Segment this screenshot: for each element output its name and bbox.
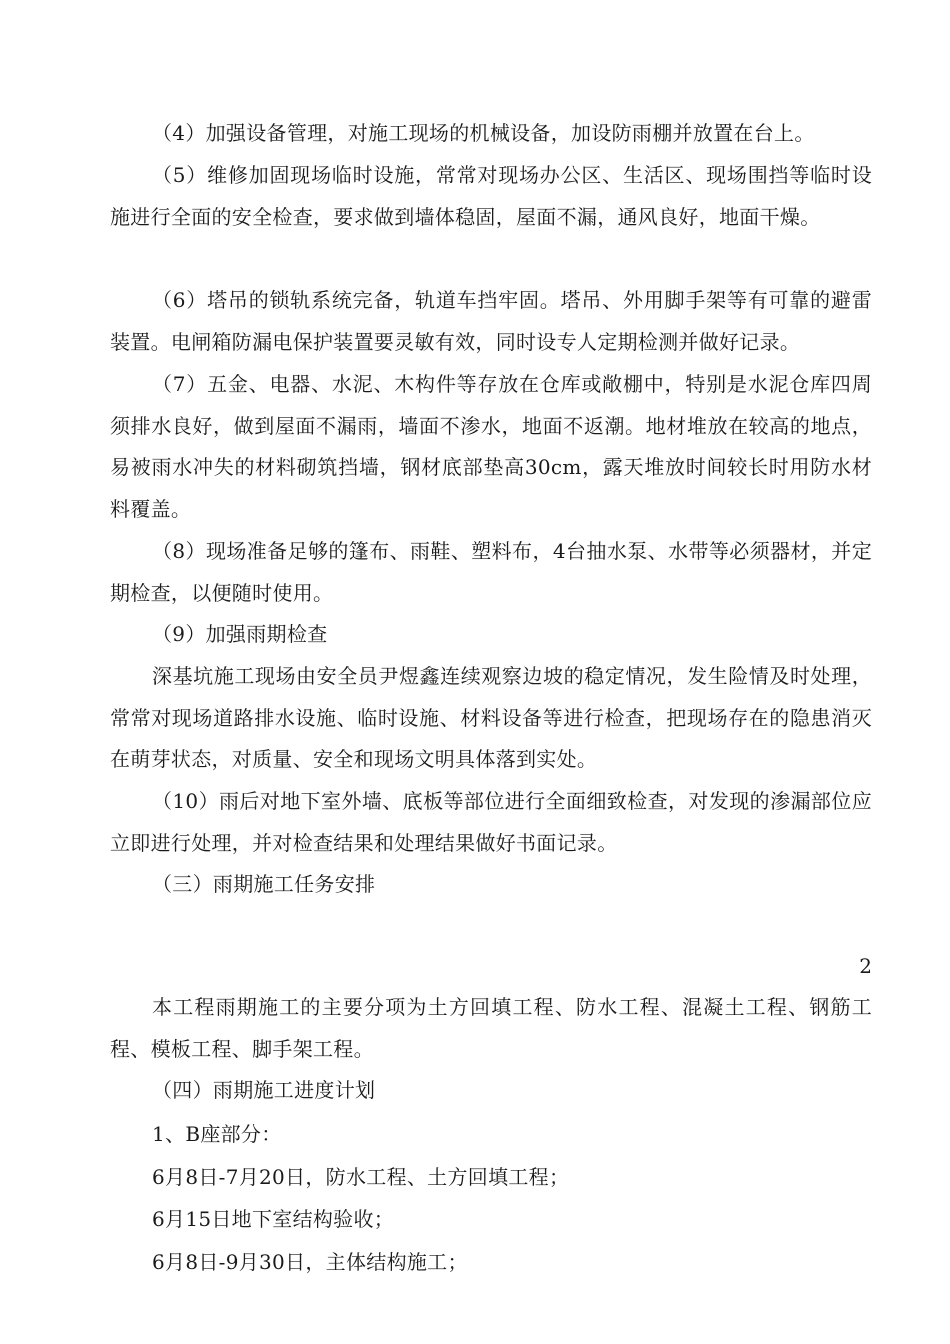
paragraph-item-4: （4）加强设备管理，对施工现场的机械设备，加设防雨棚并放置在台上。 <box>152 121 815 145</box>
section-heading-3: （三）雨期施工任务安排 <box>152 872 376 896</box>
paragraph-item-5: （5）维修加固现场临时设施，常常对现场办公区、生活区、现场围挡等临时设施进行全面的安全检查，要求做到墙体稳固，屋面不漏，通风良好，地面干燥。 <box>110 163 872 229</box>
paragraph-section-3: 本工程雨期施工的主要分项为土方回填工程、防水工程、混凝土工程、钢筋工程、模板工程、脚手架工程。 <box>110 995 872 1061</box>
paragraph-item-7: （7）五金、电器、水泥、木构件等存放在仓库或敞棚中，特别是水泥仓库四周须排水良好，做到屋面不漏雨，墙面不渗水，地面不返潮。地材堆放在较高的地点，易被雨水冲失的材料砌筑挡墙，钢材底部垫高30cm，露天堆放时间较长时用防水材料覆盖。 <box>110 372 872 521</box>
schedule-line-2: 6月15日地下室结构验收； <box>152 1207 395 1231</box>
paragraph-inspection-detail: 深基坑施工现场由安全员尹煜鑫连续观察边坡的稳定情况，发生险情及时处理，常常对现场道路排水设施、临时设施、材料设备等进行检查，把现场存在的隐患消灭在萌芽状态，对质量、安全和现场文明具体落到实处。 <box>110 664 872 771</box>
paragraph-item-9: （9）加强雨期检查 <box>152 622 328 646</box>
paragraph-item-6: （6）塔吊的锁轨系统完备，轨道车挡牢固。塔吊、外用脚手架等有可靠的避雷装置。电闸箱防漏电保护装置要灵敏有效，同时设专人定期检测并做好记录。 <box>110 288 872 354</box>
schedule-line-1: 6月8日-7月20日，防水工程、土方回填工程； <box>152 1165 570 1189</box>
paragraph-item-8: （8）现场准备足够的篷布、雨鞋、塑料布，4台抽水泵、水带等必须器材，并定期检查，以便随时使用。 <box>110 539 872 605</box>
page-number: 2 <box>859 954 872 978</box>
schedule-line-3: 6月8日-9月30日，主体结构施工； <box>152 1250 468 1274</box>
section-heading-4: （四）雨期施工进度计划 <box>152 1078 376 1102</box>
paragraph-item-10: （10）雨后对地下室外墙、底板等部位进行全面细致检查，对发现的渗漏部位应立即进行处理，并对检查结果和处理结果做好书面记录。 <box>110 789 872 855</box>
schedule-part-label: 1、B座部分： <box>152 1122 282 1146</box>
